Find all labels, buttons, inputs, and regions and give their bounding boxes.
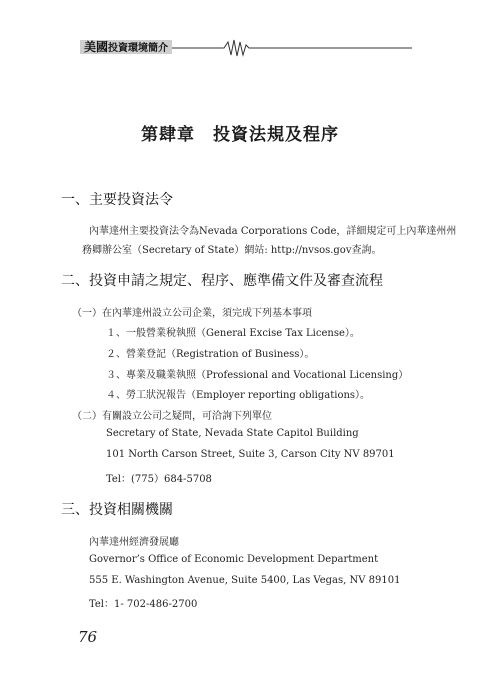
paragraph-line: 務卿辦公室（Secretary of State）網站: http://nvsos.gov查詢。 bbox=[82, 245, 382, 256]
phone-line: Tel：(775）684-5708 bbox=[106, 474, 212, 485]
page-number: 76 bbox=[78, 628, 98, 646]
list-item: ４、勞工狀況報告（Employer reporting obligations）。 bbox=[106, 390, 371, 401]
header-waveform-rule bbox=[172, 36, 412, 60]
chapter-title: 第肆章 投資法規及程序 bbox=[141, 125, 339, 145]
address-line: 555 E. Washington Avenue, Suite 5400, Las Vegas, NV 89101 bbox=[89, 575, 401, 586]
list-item: ２、營業登記（Registration of Business）。 bbox=[106, 349, 315, 360]
list-heading: （二）有關設立公司之疑問，可洽詢下列單位 bbox=[72, 411, 272, 422]
list-heading: （一）在內華達州設立公司企業，須完成下列基本事項 bbox=[72, 308, 312, 319]
address-line: 101 North Carson Street, Suite 3, Carson City NV 89701 bbox=[106, 449, 395, 460]
running-header-title bbox=[84, 40, 168, 56]
header-title-main: 美國 bbox=[84, 40, 109, 54]
section-heading-3: 三、投資相關機關 bbox=[61, 502, 173, 518]
agency-name: 內華達州經濟發展廳 bbox=[89, 537, 179, 548]
phone-line: Tel：1- 702-486-2700 bbox=[89, 599, 198, 610]
list-item: ３、專業及職業執照（Professional and Vocational Licensing） bbox=[106, 370, 409, 381]
address-line: Secretary of State, Nevada State Capitol Building bbox=[106, 428, 359, 439]
section-heading-1: 一、主要投資法令 bbox=[61, 192, 173, 208]
paragraph-line: 內華達州主要投資法令為Nevada Corporations Code，詳細規定可上內華達州州 bbox=[89, 226, 457, 237]
section-heading-2: 二、投資申請之規定、程序、應準備文件及審查流程 bbox=[61, 273, 383, 289]
header-title-sub: 投資環境簡介 bbox=[108, 43, 169, 54]
agency-name-english: Governor’s Office of Economic Development Department bbox=[89, 554, 379, 565]
list-item: １、一般營業稅執照（General Excise Tax License）。 bbox=[106, 328, 360, 339]
